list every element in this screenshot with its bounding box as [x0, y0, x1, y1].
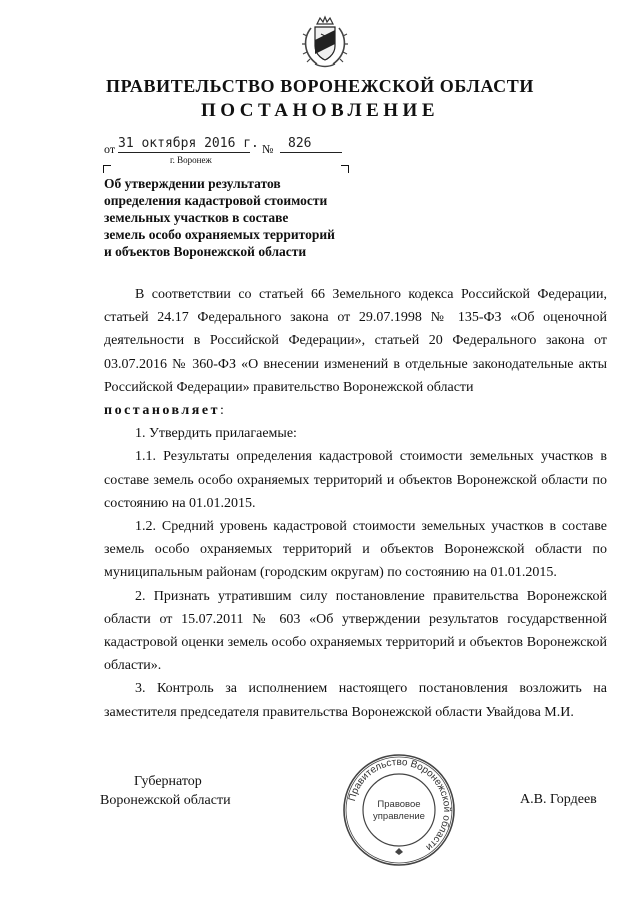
- decree-colon: :: [219, 403, 224, 419]
- item-1-1: 1.1. Результаты определения кадастровой стоимости земельных участков в составе земель особо охраняемых территорий и объектов Воронежской области по состоянию на 01.01.2015.: [104, 449, 607, 511]
- signatory-position: [100, 772, 231, 810]
- item-3: 3. Контроль за исполнением настоящего постановления возложить на заместителя председателя правительства Воронежской области Увайдова М.И.: [104, 681, 607, 720]
- intro-paragraph: [104, 283, 607, 399]
- position-line: Губернатор: [134, 774, 202, 789]
- subject-line: земель особо охраняемых территорий: [104, 227, 335, 242]
- stamp-outer-text: Правительство Воронежской области: [346, 756, 453, 853]
- intro-text: В соответствии со статьей 66 Земельного кодекса Российской Федерации, статьей 24.17 Федерального закона от 29.07.1998 № 135-ФЗ «Об оценочной деятельности в Российской Федерации», статьей 20 Федерального закона от 03.07.2016 № 360-ФЗ «О внесении изменений в отдельные законодательные акты Российской Федерации» правительство Воронежской области: [104, 287, 607, 395]
- position-line: Воронежской области: [100, 793, 231, 808]
- city-label: г. Воронеж: [170, 155, 212, 165]
- date-number-row: [104, 136, 364, 156]
- subject-corner-right: [341, 165, 349, 173]
- decree-line: [104, 399, 607, 422]
- stamp-star-icon: [395, 848, 403, 855]
- subject-line: и объектов Воронежской области: [104, 244, 307, 259]
- stamp-inner-line: управление: [373, 811, 425, 822]
- subject-line: определения кадастровой стоимости: [104, 193, 328, 208]
- date-prefix: от: [104, 142, 116, 156]
- number-underline: [280, 152, 342, 153]
- document-date: 31 октября 2016 г.: [118, 136, 259, 151]
- coat-of-arms-emblem: [297, 14, 353, 70]
- document-subject: [104, 175, 374, 260]
- government-title: ПРАВИТЕЛЬСТВО ВОРОНЕЖСКОЙ ОБЛАСТИ: [106, 76, 534, 96]
- item-2: 2. Признать утратившим силу постановление правительства Воронежской области от 15.07.2011 № 603 «Об утверждении результатов государственной кадастровой оценки земель особо охраняемых территорий и объектов Воронежской области».: [104, 588, 607, 674]
- official-stamp: [341, 752, 457, 868]
- subject-line: Об утверждении результатов: [104, 176, 281, 191]
- document-number: 826: [288, 136, 312, 151]
- subject-line: земельных участков в составе: [104, 210, 289, 225]
- stamp-inner-line: Правовое: [377, 799, 421, 810]
- date-underline: [118, 152, 250, 153]
- number-prefix: №: [262, 142, 274, 156]
- item-1-2: 1.2. Средний уровень кадастровой стоимости земельных участков в составе земель особо охраняемых территорий и объектов Воронежской области по муниципальным районам (городским округам) по состоянию на 01.01.2015.: [104, 519, 607, 581]
- decree-word: постановляет: [104, 403, 220, 419]
- signatory-name: А.В. Гордеев: [520, 792, 597, 807]
- document-type-title: ПОСТАНОВЛЕНИЕ: [200, 100, 440, 121]
- item-1: 1. Утвердить прилагаемые:: [135, 426, 297, 442]
- subject-corner-left: [103, 165, 111, 173]
- document-body: [104, 283, 607, 724]
